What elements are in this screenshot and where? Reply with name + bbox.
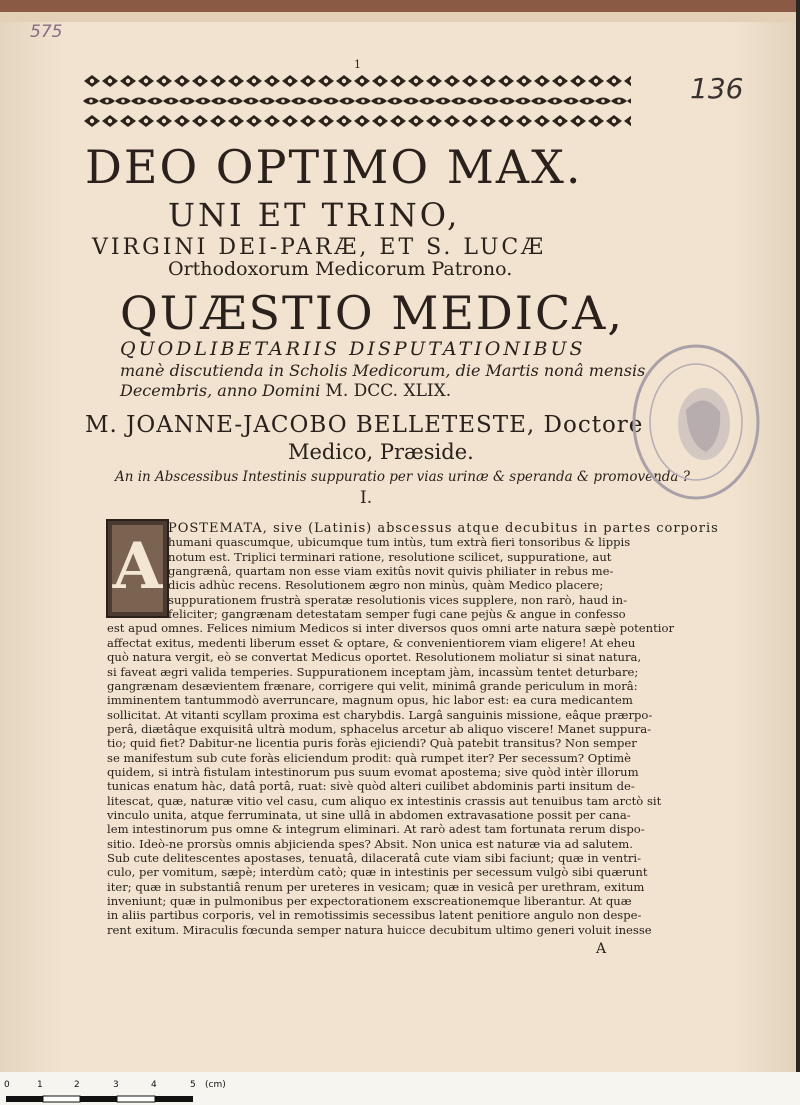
ruler-unit: (cm) [205, 1080, 226, 1090]
page-top-margin [0, 12, 796, 22]
body-line: se manifestum sub cute foràs eliciendum prodit: quà rumpet iter? Per secessum? Optimè [107, 750, 631, 765]
body-line: suppurationem frustrà speratæ resolutionis vices supplere, non rarò, haud in- [168, 592, 628, 607]
body-line: rent exitum. Miraculis fœcunda semper natura huicce decubitum ultimo generi voluit inesse [107, 922, 652, 937]
body-line: inveniunt; quæ in pulmonibus per expectorationem exscreationemque liberantur. At quæ [107, 894, 632, 909]
body-line: iter; quæ in substantiâ renum per ureteres in vesicam; quæ in vesicâ per urethram, exitum [107, 879, 645, 894]
body-line: gangrænâ, quartam non esse viam exitûs novit quivis philiater in rebus me- [168, 564, 614, 579]
ornament-band-middle [83, 94, 631, 108]
praeses-line-1: M. JOANNE-JACOBO BELLETESTE, Doctore [85, 412, 644, 438]
body-line: sollicitat. At vitanti scyllam proxima est charybdis. Largâ sanguinis missione, eâque prærpo- [107, 707, 653, 722]
drop-cap-letter: A [112, 529, 163, 604]
body-line: Sub cute delitescentes apostases, tenuatâ, dilaceratâ cute viam sibi faciunt; quæ in ventri- [107, 851, 642, 866]
body-line: est apud omnes. Felices nimium Medicos si inter diversos quos omni arte natura sæpè potentior [107, 621, 675, 636]
body-line: in aliis partibus corporis, vel in remotissimis secessibus latent penitiore angulo non despe- [107, 908, 642, 923]
section-number: I. [360, 488, 373, 508]
body-line: imminentem tantummodò averruncare, magnum opus, hic labor est: ea cura medicantem [107, 693, 633, 708]
body-line: quò natura vergit, eò se convertat Medicus oportet. Resolutionem moliatur si sinat natura, [107, 650, 642, 665]
title-line-2: UNI ET TRINO, [168, 196, 461, 234]
body-line: feliciter; gangrænam detestatam semper fugi cane pejùs & angue in confesso [168, 607, 626, 622]
heading-sub-3 [120, 381, 451, 401]
body-line: si faveat ægri valida temperies. Suppurationem inceptam jàm, incassùm tentet deturbare; [107, 664, 639, 679]
body-line: lem intestinorum pus omne & integrum eliminari. At rarò adest tam fortunata rerum dispo- [107, 822, 645, 837]
catchword: A [596, 941, 607, 957]
ruler-tick-3: 3 [113, 1080, 119, 1090]
body-line: humani quascumque, ubicumque tum intùs, tum extrà fieri tonsoribus & lippis [168, 535, 631, 550]
ruler-tick-1: 1 [37, 1080, 43, 1090]
body-line: affectat exitus, medenti liberum esset & optare, & convenientiorem viam eligere! At eheu [107, 635, 636, 650]
title-line-4: Orthodoxorum Medicorum Patrono. [168, 258, 513, 280]
praeses-line-2: Medico, Præside. [288, 440, 474, 464]
signature-mark: 1 [354, 58, 361, 71]
body-line: dicis adhùc recens. Resolutionem ægro non minùs, quàm Medico placere; [168, 578, 604, 593]
body-line: quidem, si intrà fistulam intestinorum pus suum evomat apostema; sive quòd intèr illorum [107, 764, 639, 779]
body-line: tunicas enatum hàc, datâ portâ, ruat: sivè quòd alteri cuilibet abdominis parti insitum de- [107, 779, 635, 794]
title-line-3: VIRGINI DEI-PARÆ, ET S. LUCÆ [92, 235, 547, 260]
manuscript-number: 575 [30, 22, 63, 42]
binding-edge [0, 0, 796, 12]
body-line: perâ, diætâque exquisitâ ultrà modum, sphacelus arcetur ab aliquo viscere! Manet suppura- [107, 721, 652, 736]
heading-year: M. DCC. XLIX. [325, 381, 452, 401]
library-stamp [626, 340, 766, 505]
body-line: litescat, quæ, naturæ vitio vel casu, cum aliquo ex intestinis crassis aut tenuibus tam arctò sit [107, 793, 662, 808]
body-line: tio; quid fiet? Dabitur-ne licentia puris foràs ejiciendi? Quà patebit transitus? Non semper [107, 736, 637, 751]
drop-cap-initial [106, 519, 169, 618]
heading-main: QUÆSTIO MEDICA, [120, 286, 624, 340]
thesis-question: An in Abscessibus Intestinis suppuratio per vias urinæ & speranda & promovenda ? [115, 469, 691, 485]
heading-sub-2: manè discutienda in Scholis Medicorum, die Martis nonâ mensis [120, 361, 646, 380]
ruler-tick-2: 2 [74, 1080, 80, 1090]
ruler-scale-bar [6, 1096, 216, 1102]
body-line: POSTEMATA, sive (Latinis) abscessus atque decubitus in partes corporis [168, 521, 719, 536]
ornament-band-top [83, 74, 631, 88]
body-line: sitio. Ideò-ne prorsùs omnis abjicienda spes? Absit. Non unica est naturæ via ad salutem. [107, 836, 633, 851]
folio-number: 136 [690, 72, 744, 105]
heading-date-text: Decembris, anno Domini [120, 381, 326, 400]
body-line: notum est. Triplici terminari ratione, resolutione scilicet, suppuratione, aut [168, 549, 612, 564]
heading-sub-1: QUODLIBETARIIS DISPUTATIONIBUS [120, 338, 586, 360]
ornament-band-bottom [83, 114, 631, 128]
ruler-tick-0: 0 [4, 1080, 10, 1090]
body-line: culo, per vomitum, sæpè; interdùm catò; quæ in intestinis per secessum vulgò sibi quærunt [107, 865, 648, 880]
ruler-tick-4: 4 [151, 1080, 157, 1090]
title-line-1: DEO OPTIMO MAX. [85, 140, 583, 194]
ruler-tick-5: 5 [190, 1080, 196, 1090]
body-line: vinculo unita, atque ferruminata, ut sine ullâ in abdomen extravasatione possit per cana- [107, 808, 631, 822]
body-line: gangrænam desævientem frænare, corrigere qui velit, minimâ grande periculum in morâ: [107, 678, 638, 693]
